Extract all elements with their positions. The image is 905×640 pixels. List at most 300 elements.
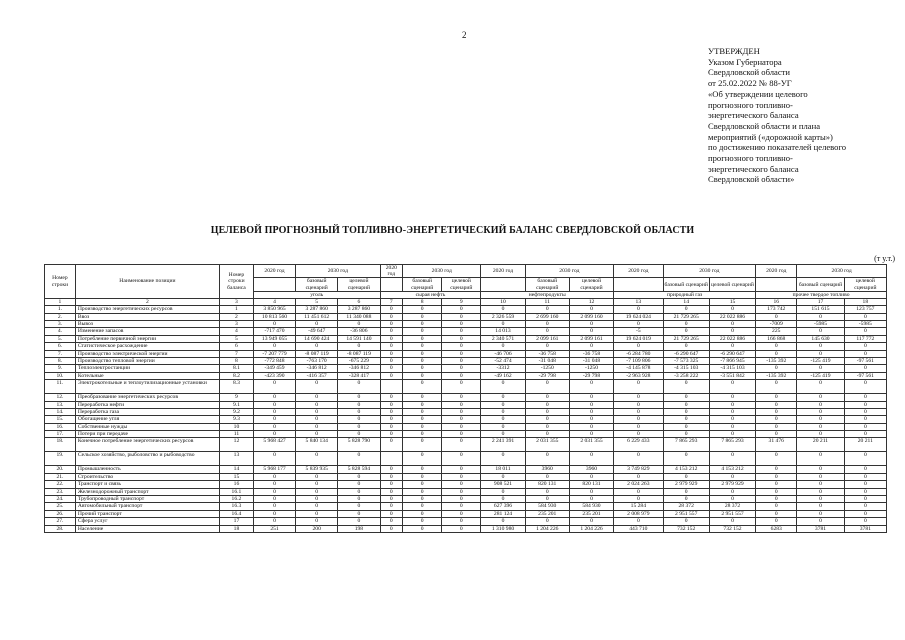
table-cell: 1 204 226 <box>525 525 569 532</box>
table-cell: 28 372 <box>709 503 755 510</box>
table-cell: 0 <box>481 431 525 438</box>
table-cell: 0 <box>525 473 569 480</box>
table-cell: 0 <box>525 423 569 430</box>
table-cell: 0 <box>296 343 338 350</box>
table-row <box>45 357 887 364</box>
table-cell: 0 <box>797 503 844 510</box>
table-cell: 0 <box>844 401 886 408</box>
table-cell: 0 <box>253 481 295 488</box>
table-cell: 0 <box>525 416 569 423</box>
table-cell: 584 930 <box>525 503 569 510</box>
balance-code: 4 <box>219 328 253 335</box>
table-cell: 0 <box>569 380 613 394</box>
table-cell: 2 979 929 <box>709 481 755 488</box>
page-number: 2 <box>462 30 467 40</box>
table-cell: 0 <box>253 452 295 466</box>
table-cell: 5 968 177 <box>253 466 295 473</box>
table-cell: 0 <box>797 313 844 320</box>
table-cell: -8 087 119 <box>338 350 380 357</box>
header-target: целевой сценарий <box>569 278 613 291</box>
table-cell: -135 392 <box>756 357 797 364</box>
table-cell: 0 <box>403 503 442 510</box>
table-cell: 0 <box>614 423 663 430</box>
table-cell: 0 <box>296 496 338 503</box>
table-cell: 0 <box>296 452 338 466</box>
table-cell: -7 573 325 <box>663 357 709 364</box>
table-cell: 0 <box>253 510 295 517</box>
table-cell: 0 <box>525 321 569 328</box>
table-cell: 11 451 612 <box>296 313 338 320</box>
table-cell: 0 <box>569 416 613 423</box>
table-cell: 0 <box>380 431 403 438</box>
table-cell: 820 131 <box>569 481 613 488</box>
balance-code: 8.2 <box>219 372 253 379</box>
row-number: 7. <box>45 350 76 357</box>
table-cell: 0 <box>338 452 380 466</box>
table-cell: 0 <box>481 306 525 313</box>
table-cell: 0 <box>442 306 481 313</box>
table-row <box>45 321 887 328</box>
table-cell: 0 <box>403 431 442 438</box>
row-number: 11. <box>45 380 76 394</box>
row-name: Прочий транспорт <box>75 510 219 517</box>
table-cell: -416 357 <box>296 372 338 379</box>
row-name: Железнодорожный транспорт <box>75 488 219 495</box>
table-cell: 31 476 <box>756 438 797 452</box>
table-cell: 0 <box>797 518 844 525</box>
table-cell: 2 008 979 <box>614 510 663 517</box>
table-cell: -29 798 <box>569 372 613 379</box>
table-cell: 0 <box>380 503 403 510</box>
row-name: Потери при передаче <box>75 431 219 438</box>
table-cell: 20 211 <box>844 438 886 452</box>
table-cell: 15 284 <box>614 503 663 510</box>
table-cell: 0 <box>442 503 481 510</box>
header-target: целевой сценарий <box>844 278 886 291</box>
table-cell: 0 <box>403 365 442 372</box>
table-cell: 0 <box>797 496 844 503</box>
table-cell: 3 749 829 <box>614 466 663 473</box>
table-cell: -1250 <box>569 365 613 372</box>
row-name: Производство тепловой энергии <box>75 357 219 364</box>
table-cell: 7 865 293 <box>709 438 755 452</box>
row-number: 13. <box>45 401 76 408</box>
table-cell: -135 392 <box>756 372 797 379</box>
header-oil-2020: 2020 год <box>380 265 403 278</box>
table-cell: 0 <box>380 473 403 480</box>
column-number: 5 <box>296 299 338 306</box>
table-cell: 0 <box>756 452 797 466</box>
table-row <box>45 452 887 466</box>
table-cell: -4 315 103 <box>709 365 755 372</box>
table-row <box>45 438 887 452</box>
row-number: 9. <box>45 365 76 372</box>
table-cell: 0 <box>569 473 613 480</box>
table-cell: 0 <box>481 488 525 495</box>
table-row <box>45 416 887 423</box>
table-cell: 0 <box>338 394 380 401</box>
table-cell: 0 <box>569 343 613 350</box>
table-cell: 2 951 557 <box>663 510 709 517</box>
table-cell: 2 099 161 <box>569 335 613 342</box>
table-cell: 0 <box>380 496 403 503</box>
balance-code: 17 <box>219 518 253 525</box>
column-number: 17 <box>797 299 844 306</box>
header-solid-2030: 2030 год <box>797 265 887 278</box>
table-cell: 0 <box>403 328 442 335</box>
table-cell: 0 <box>253 394 295 401</box>
table-cell: 0 <box>844 328 886 335</box>
table-cell: 0 <box>296 380 338 394</box>
row-number: 19. <box>45 452 76 466</box>
row-name: Конечное потребление энергетических ресурсов <box>75 438 219 452</box>
table-cell: 0 <box>380 321 403 328</box>
row-number: 12. <box>45 394 76 401</box>
table-cell: 0 <box>481 416 525 423</box>
table-cell: 0 <box>663 328 709 335</box>
table-cell: 0 <box>709 394 755 401</box>
table-cell: 0 <box>338 401 380 408</box>
table-cell: 0 <box>481 394 525 401</box>
table-cell: 0 <box>709 321 755 328</box>
row-number: 18. <box>45 438 76 452</box>
header-target: целевой сценарий <box>442 278 481 291</box>
table-cell: 0 <box>844 394 886 401</box>
table-row <box>45 503 887 510</box>
table-cell: 0 <box>296 518 338 525</box>
table-cell: 732 152 <box>663 525 709 532</box>
table-cell: -31 048 <box>569 357 613 364</box>
table-cell: 10 813 560 <box>253 313 295 320</box>
header-base: базовый сценарий <box>663 278 709 291</box>
header-base: базовый сценарий <box>296 278 338 291</box>
row-name: Ввоз <box>75 313 219 320</box>
table-cell: 3 287 860 <box>338 306 380 313</box>
table-cell: 0 <box>403 481 442 488</box>
row-name: Вывоз <box>75 321 219 328</box>
table-cell: 0 <box>797 488 844 495</box>
column-number: 12 <box>569 299 613 306</box>
table-cell: 0 <box>442 401 481 408</box>
table-cell: 0 <box>442 343 481 350</box>
table-cell: 0 <box>797 452 844 466</box>
table-cell: 0 <box>569 423 613 430</box>
table-cell: -3312 <box>481 365 525 372</box>
table-cell: 0 <box>525 518 569 525</box>
table-cell: 0 <box>338 423 380 430</box>
table-cell: 0 <box>442 466 481 473</box>
table-cell: 0 <box>442 350 481 357</box>
table-cell: 0 <box>614 473 663 480</box>
table-cell: 0 <box>709 401 755 408</box>
table-cell: 151 615 <box>797 306 844 313</box>
table-cell: 0 <box>253 408 295 415</box>
table-cell: 0 <box>338 431 380 438</box>
table-cell: 0 <box>797 365 844 372</box>
table-cell: 0 <box>380 394 403 401</box>
table-cell: 0 <box>844 408 886 415</box>
table-cell: 0 <box>614 431 663 438</box>
table-cell <box>380 380 403 394</box>
table-cell: -49 162 <box>481 372 525 379</box>
balance-code: 1 <box>219 306 253 313</box>
table-cell: 200 <box>296 525 338 532</box>
table-cell: 0 <box>525 306 569 313</box>
table-cell: 0 <box>442 525 481 532</box>
table-cell: -125 419 <box>797 357 844 364</box>
table-cell: 0 <box>663 488 709 495</box>
table-cell: 0 <box>403 416 442 423</box>
table-cell: 0 <box>569 518 613 525</box>
table-cell: -46 706 <box>481 350 525 357</box>
table-cell: 0 <box>253 321 295 328</box>
table-cell: 0 <box>481 321 525 328</box>
table-cell: 0 <box>380 357 403 364</box>
table-cell: 0 <box>797 394 844 401</box>
row-name: Переработка нефти <box>75 401 219 408</box>
table-cell: 225 <box>756 328 797 335</box>
balance-code: 7 <box>219 350 253 357</box>
table-cell: 0 <box>709 473 755 480</box>
table-cell: 14 690 424 <box>296 335 338 342</box>
table-cell: 5 968 427 <box>253 438 295 452</box>
table-cell: 0 <box>797 416 844 423</box>
document-title: ЦЕЛЕВОЙ ПРОГНОЗНЫЙ ТОПЛИВНО-ЭНЕРГЕТИЧЕСКИЙ БАЛАНС СВЕРДЛОВСКОЙ ОБЛАСТИ <box>210 225 695 236</box>
table-cell: 0 <box>253 423 295 430</box>
column-number: 10 <box>481 299 525 306</box>
table-cell: -5985 <box>797 321 844 328</box>
table-cell: -49 647 <box>296 328 338 335</box>
table-cell: 0 <box>403 438 442 452</box>
table-cell: 0 <box>525 394 569 401</box>
table-cell: 0 <box>296 473 338 480</box>
table-cell: 0 <box>756 350 797 357</box>
table-cell: 0 <box>844 343 886 350</box>
table-cell: 0 <box>756 496 797 503</box>
header-base: базовый сценарий <box>797 278 844 291</box>
table-cell: 0 <box>442 518 481 525</box>
table-cell: 2 024 263 <box>614 481 663 488</box>
table-cell: 0 <box>442 380 481 394</box>
table-cell: 0 <box>756 473 797 480</box>
table-cell: -125 419 <box>797 372 844 379</box>
table-cell: 0 <box>844 518 886 525</box>
row-name: Транспорт и связь <box>75 481 219 488</box>
table-cell: 0 <box>442 481 481 488</box>
table-cell: 0 <box>797 343 844 350</box>
table-cell: 0 <box>756 394 797 401</box>
row-number: 8. <box>45 357 76 364</box>
table-cell: 0 <box>797 401 844 408</box>
table-cell: 0 <box>525 343 569 350</box>
table-cell: 14 013 <box>481 328 525 335</box>
table-cell: 0 <box>296 481 338 488</box>
table-cell: 0 <box>709 452 755 466</box>
balance-code: 8 <box>219 357 253 364</box>
row-name: Теплоэлектростанции <box>75 365 219 372</box>
table-cell: 5 828 790 <box>338 438 380 452</box>
header-prod-2030: 2030 год <box>525 265 614 278</box>
table-cell: 0 <box>525 452 569 466</box>
column-number: 4 <box>253 299 295 306</box>
table-cell: 0 <box>442 372 481 379</box>
table-cell: 21 729 265 <box>663 335 709 342</box>
header-name: Наименование позиции <box>75 265 219 299</box>
table-cell: 0 <box>525 496 569 503</box>
table-cell: 2 979 929 <box>663 481 709 488</box>
header-balance-row: Номер строки баланса <box>219 265 253 299</box>
table-cell: 0 <box>338 488 380 495</box>
balance-code: 13 <box>219 452 253 466</box>
row-name: Сфера услуг <box>75 518 219 525</box>
table-cell: 0 <box>338 503 380 510</box>
table-cell: 0 <box>338 321 380 328</box>
table-row <box>45 518 887 525</box>
group-crude-oil: сырая нефть <box>380 291 481 298</box>
table-cell: 0 <box>663 321 709 328</box>
table-cell: 0 <box>481 452 525 466</box>
table-cell: 0 <box>797 466 844 473</box>
table-cell: 0 <box>614 518 663 525</box>
row-name: Электрокотельные и теплоутилизационные установки <box>75 380 219 394</box>
table-cell: 0 <box>844 452 886 466</box>
table-cell: 0 <box>663 496 709 503</box>
table-cell: -31 048 <box>525 357 569 364</box>
table-cell: 0 <box>614 343 663 350</box>
row-number: 16. <box>45 423 76 430</box>
table-cell: 0 <box>296 423 338 430</box>
table-cell: 0 <box>709 488 755 495</box>
table-row <box>45 510 887 517</box>
table-cell: 0 <box>663 452 709 466</box>
table-cell: 3781 <box>797 525 844 532</box>
table-cell: 0 <box>481 408 525 415</box>
row-name: Преобразование энергетических ресурсов <box>75 394 219 401</box>
row-name: Автомобильный транспорт <box>75 503 219 510</box>
table-cell: -346 812 <box>296 365 338 372</box>
table-cell: 6 229 433 <box>614 438 663 452</box>
header-gas-2030: 2030 год <box>663 265 756 278</box>
table-cell: -346 812 <box>338 365 380 372</box>
row-name: Трубопроводный транспорт <box>75 496 219 503</box>
table-cell: -675 229 <box>338 357 380 364</box>
table-cell: 0 <box>253 416 295 423</box>
table-cell: 11 340 088 <box>338 313 380 320</box>
table-row <box>45 401 887 408</box>
row-name: Статистическое расхождение <box>75 343 219 350</box>
header-base: базовый сценарий <box>403 278 442 291</box>
table-cell: -3 258 222 <box>663 372 709 379</box>
table-cell: 0 <box>338 510 380 517</box>
table-cell: -8 087 119 <box>296 350 338 357</box>
table-cell: -6 290 647 <box>663 350 709 357</box>
balance-code: 14 <box>219 466 253 473</box>
table-cell: -349 459 <box>253 365 295 372</box>
table-cell: 0 <box>525 380 569 394</box>
row-number: 25. <box>45 503 76 510</box>
row-number: 10. <box>45 372 76 379</box>
table-cell: 0 <box>756 518 797 525</box>
table-cell: 0 <box>756 423 797 430</box>
balance-code: 5 <box>219 335 253 342</box>
row-name: Население <box>75 525 219 532</box>
table-cell: 0 <box>844 416 886 423</box>
table-cell: 0 <box>525 431 569 438</box>
table-row <box>45 408 887 415</box>
table-cell: 0 <box>614 394 663 401</box>
table-cell: 0 <box>569 452 613 466</box>
table-cell: 0 <box>403 357 442 364</box>
table-cell: 0 <box>756 503 797 510</box>
table-row <box>45 380 887 394</box>
balance-code: 16.4 <box>219 510 253 517</box>
table-cell: 0 <box>403 518 442 525</box>
table-cell: 0 <box>663 423 709 430</box>
balance-code: 15 <box>219 473 253 480</box>
row-name: Обогащение угля <box>75 416 219 423</box>
table-cell: 0 <box>403 321 442 328</box>
column-number: 14 <box>663 299 709 306</box>
balance-code: 2 <box>219 313 253 320</box>
table-row <box>45 365 887 372</box>
table-cell: 0 <box>756 510 797 517</box>
table-cell: 0 <box>663 343 709 350</box>
row-number: 14. <box>45 408 76 415</box>
table-cell: 0 <box>844 380 886 394</box>
balance-code: 8.1 <box>219 365 253 372</box>
table-cell: 13 949 055 <box>253 335 295 342</box>
table-cell: 0 <box>844 496 886 503</box>
table-cell: 0 <box>797 328 844 335</box>
row-name: Производство электрической энергии <box>75 350 219 357</box>
table-cell: 0 <box>380 525 403 532</box>
header-oil-2030: 2030 год <box>403 265 481 278</box>
table-cell: 0 <box>614 416 663 423</box>
table-cell: 5 839 935 <box>296 466 338 473</box>
table-cell: 0 <box>525 488 569 495</box>
table-cell: 3960 <box>525 466 569 473</box>
table-cell: -717 470 <box>253 328 295 335</box>
table-cell: 0 <box>403 350 442 357</box>
row-number: 17. <box>45 431 76 438</box>
table-cell: 0 <box>253 401 295 408</box>
table-cell: 0 <box>442 488 481 495</box>
table-cell: 0 <box>569 306 613 313</box>
table-cell: 0 <box>709 518 755 525</box>
table-cell: 0 <box>380 481 403 488</box>
table-cell: 0 <box>569 321 613 328</box>
balance-code: 16.1 <box>219 488 253 495</box>
table-cell: 0 <box>663 380 709 394</box>
balance-code: 18 <box>219 525 253 532</box>
table-cell: 0 <box>756 313 797 320</box>
column-number: 2 <box>75 299 219 306</box>
table-cell: 0 <box>709 431 755 438</box>
table-cell: 0 <box>380 313 403 320</box>
table-cell: 732 152 <box>709 525 755 532</box>
table-row <box>45 496 887 503</box>
table-cell: 2 699 160 <box>525 313 569 320</box>
table-cell: -423 390 <box>253 372 295 379</box>
balance-code: 10 <box>219 423 253 430</box>
table-cell: 0 <box>709 416 755 423</box>
table-cell: 2 031 355 <box>569 438 613 452</box>
balance-code: 16 <box>219 481 253 488</box>
table-cell: 22 022 886 <box>709 313 755 320</box>
column-number: 11 <box>525 299 569 306</box>
table-cell <box>380 452 403 466</box>
table-cell: 0 <box>442 321 481 328</box>
